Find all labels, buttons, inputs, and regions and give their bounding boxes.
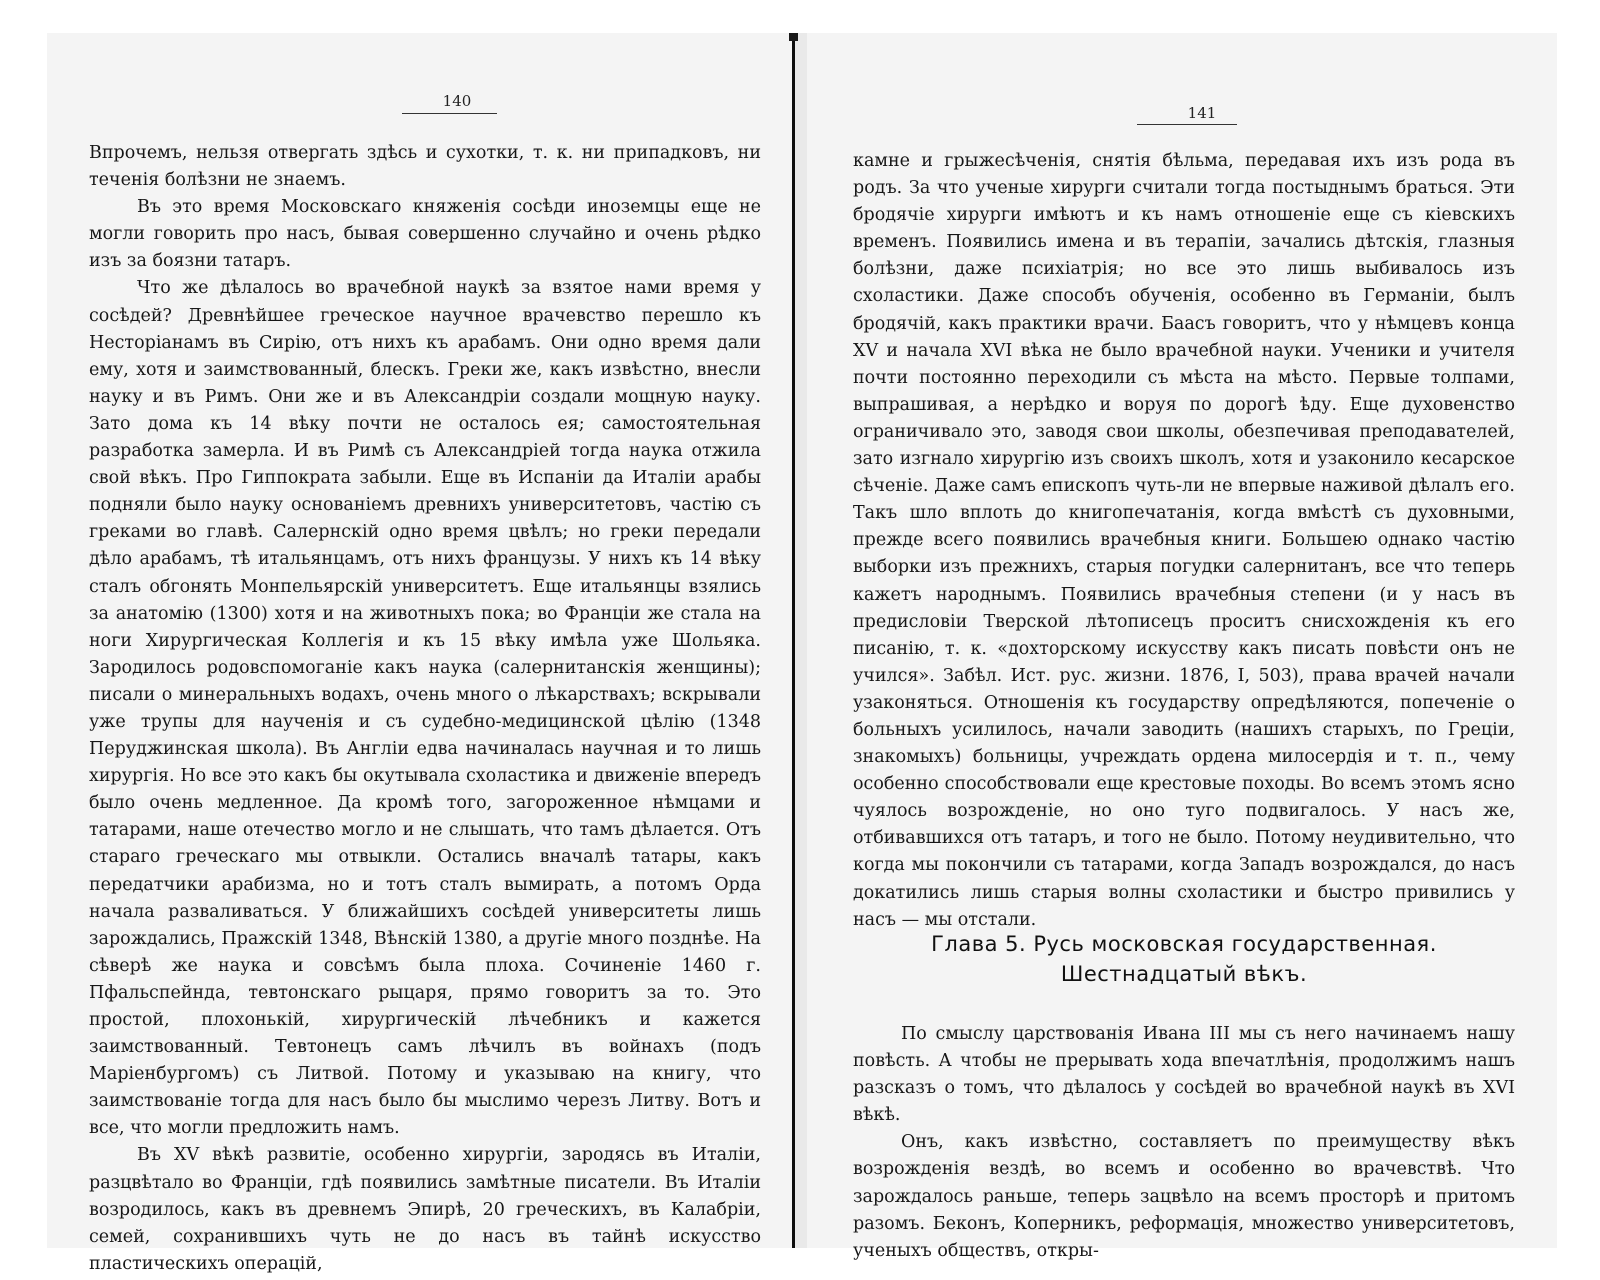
chapter-heading-line-1: Глава 5. Русь московская государственная. (931, 932, 1437, 956)
right-page (807, 33, 1557, 1261)
scanned-book-spread (47, 33, 1557, 1274)
paragraph: Онъ, какъ извѣстно, составляетъ по преимуществу вѣкъ возрожденія вездѣ, во всемъ и особенно во врачевствѣ. Что зарождалось раньше, теперь зацвѣло на всемъ просторѣ и притомъ разомъ. Беконъ, Коперникъ, реформація, множество университетовъ, ученыхъ обществъ, откры- (853, 1132, 1515, 1261)
paragraph: По смыслу царствованія Ивана III мы съ него начинаемъ нашу повѣсть. А чтобы не прерывать хода впечатлѣнія, продолжимъ нашъ разсказъ о томъ, что дѣлалось у сосѣдей во врачебной наукѣ въ XVI вѣкѣ. (853, 1024, 1515, 1126)
paragraph: камне и грыжесѣченія, снятія бѣльма, передавая ихъ изъ рода въ родъ. За что ученые хирурги считали тогда постыднымъ браться. Эти бродячіе хирурги имѣютъ и къ намъ отношеніе еще съ кіевскихъ временъ. Появились имена и въ терапіи, зачались дѣтскія, глазныя болѣзни, даже психіатрія; но все это лишь выбивалось изъ схоластики. Даже способъ обученія, особенно въ Германіи, былъ бродячій, какъ практики врачи. Баасъ говоритъ, что у нѣмцевъ конца XV и начала XVI вѣка не было врачебной науки. Ученики и учителя почти постоянно переходили съ мѣста на мѣсто. Первые толпами, выпрашивая, а нерѣдко и воруя по дорогѣ ѣду. Еще духовенство ограничивало это, заводя свои школы, обезпечивая преподавателей, зато изгнало хирургію изъ своихъ школъ, хотя и узаконило кесарское сѣченіе. Даже самъ епископъ чуть-ли не впервые наживой дѣлалъ его. Такъ шло вплоть до книгопечатанія, когда вмѣстѣ съ духовными, прежде всего появились врачебныя книги. Большею однако частію выборки изъ прежнихъ, старыя погудки салернитанъ, все что теперь кажетъ народнымъ. Появились врачебныя степени (и у насъ въ предисловіи Тверской лѣтописецъ проситъ снисхожденія къ его писанію, т. к. «дохторскому искусству какъ писать повѣсти онъ не учился». Забѣл. Ист. рус. жизни. 1876, I, 503), права врачей начали узаконяться. Отношенія къ государству опредѣляются, попеченіе о больныхъ усилилось, начали заводить (нашихъ старыхъ, по Греціи, знакомыхъ) больницы, учреждать ордена милосердія и т. п., чему особенно способствовали еще крестовые походы. Во всемъ этомъ ясно чуялось возрожденіе, но оно туго подвигалось. У насъ же, отбивавшихся отъ татаръ, и того не было. Потому неудивительно, что когда мы покончили съ татарами, когда Западъ возрождался, до насъ докатились лишь старыя волны схоластики и быстро привились у насъ — мы отстали. (853, 151, 1515, 930)
book-gutter (792, 33, 795, 1248)
left-page (47, 33, 795, 1274)
paragraph: Что же дѣлалось во врачебной наукѣ за взятое нами время у сосѣдей? Древнѣйшее греческое научное врачевство перешло къ Несторіанамъ въ Сирію, отъ нихъ къ арабамъ. Они одно время дали ему, хотя и заимствованный, блескъ. Греки же, какъ извѣстно, внесли науку и въ Римъ. Они же и въ Александріи создали мощную науку. Зато дома къ 14 вѣку почти не осталось ея; самостоятельная разработка замерла. И въ Римѣ съ Александріей тогда наука отжила свой вѣкъ. Про Гиппократа забыли. Еще въ Испаніи да Италіи арабы подняли было науку основаніемъ древнихъ университетовъ, частію съ греками во главѣ. Салернскій одно время цвѣлъ; но греки передали дѣло арабамъ, тѣ итальянцамъ, отъ нихъ французы. У нихъ къ 14 вѣку сталъ обгонять Монпельярскій университетъ. Еще итальянцы взялись за анатомію (1300) хотя и на животныхъ пока; во Франціи же стала на ноги Хирургическая Коллегія и къ 15 вѣку имѣла уже Шольяка. Зародилось родовспомоганіе какъ наука (салернитанскія женщины); писали о минеральныхъ водахъ, очень много о лѣкарствахъ; вскрывали уже трупы для наученія и съ судебно-медицинской цѣлію (1348 Перуджинская школа). Въ Англіи едва начиналась научная и то лишь хирургія. Но все это какъ бы окутывала схоластика и движеніе впередъ было очень медленное. Да кромѣ того, загороженное нѣмцами и татарами, наше отечество могло и не слышать, что тамъ дѣлается. Отъ стараго греческаго мы отвыкли. Остались вначалѣ татары, какъ передатчики арабизма, но и тотъ сталъ вымирать, а потомъ Орда начала разваливаться. У ближайшихъ сосѣдей университеты лишь зарождались, Пражскій 1348, Вѣнскій 1380, а другіе много позднѣе. На сѣверѣ же наука и совсѣмъ была плоха. Сочиненіе 1460 г. Пфальспейнда, тевтонскаго рыцаря, прямо говоритъ за то. Это простой, плохонькій, хирургическій лѣчебникъ и кажется заимствованный. Тевтонецъ самъ лѣчилъ въ войнахъ (подъ Маріенбургомъ) съ Литвой. Потому и указываю на книгу, что заимствованіе тогда для насъ было бы мыслимо черезъ Литву. Вотъ и все, что могли предложить намъ. (89, 278, 761, 1139)
paragraph: Впрочемъ, нельзя отвергать здѣсь и сухотки, т. к. ни припадковъ, ни теченія болѣзни не знаемъ. (89, 143, 761, 191)
paragraph: Въ XV вѣкѣ развитіе, особенно хирургіи, зародясь въ Италіи, разцвѣтало во Франціи, гдѣ появились замѣтные писатели. Въ Италіи возродилось, какъ въ древнемъ Эпирѣ, 20 греческихъ, въ Калабріи, семей, сохранившихъ чуть не до насъ въ тайнѣ искусство пластическихъ операцій, (89, 1145, 761, 1274)
page-number-left: 140 (442, 92, 472, 110)
page-number-rule-right (1137, 124, 1237, 125)
page-number-right: 141 (1187, 104, 1217, 122)
chapter-body (853, 1021, 1515, 1265)
gutter-top-mark (789, 33, 798, 41)
left-page-body (89, 140, 761, 1278)
page-number-rule-left (402, 113, 497, 114)
chapter-heading (853, 929, 1515, 989)
paragraph: Въ это время Московскаго княженія сосѣди иноземцы еще не могли говорить про насъ, бывая совершенно случайно и очень рѣдко изъ за боязни татаръ. (89, 197, 761, 272)
chapter-heading-line-2: Шестнадцатый вѣкъ. (1060, 962, 1308, 986)
right-page-body (853, 148, 1515, 934)
